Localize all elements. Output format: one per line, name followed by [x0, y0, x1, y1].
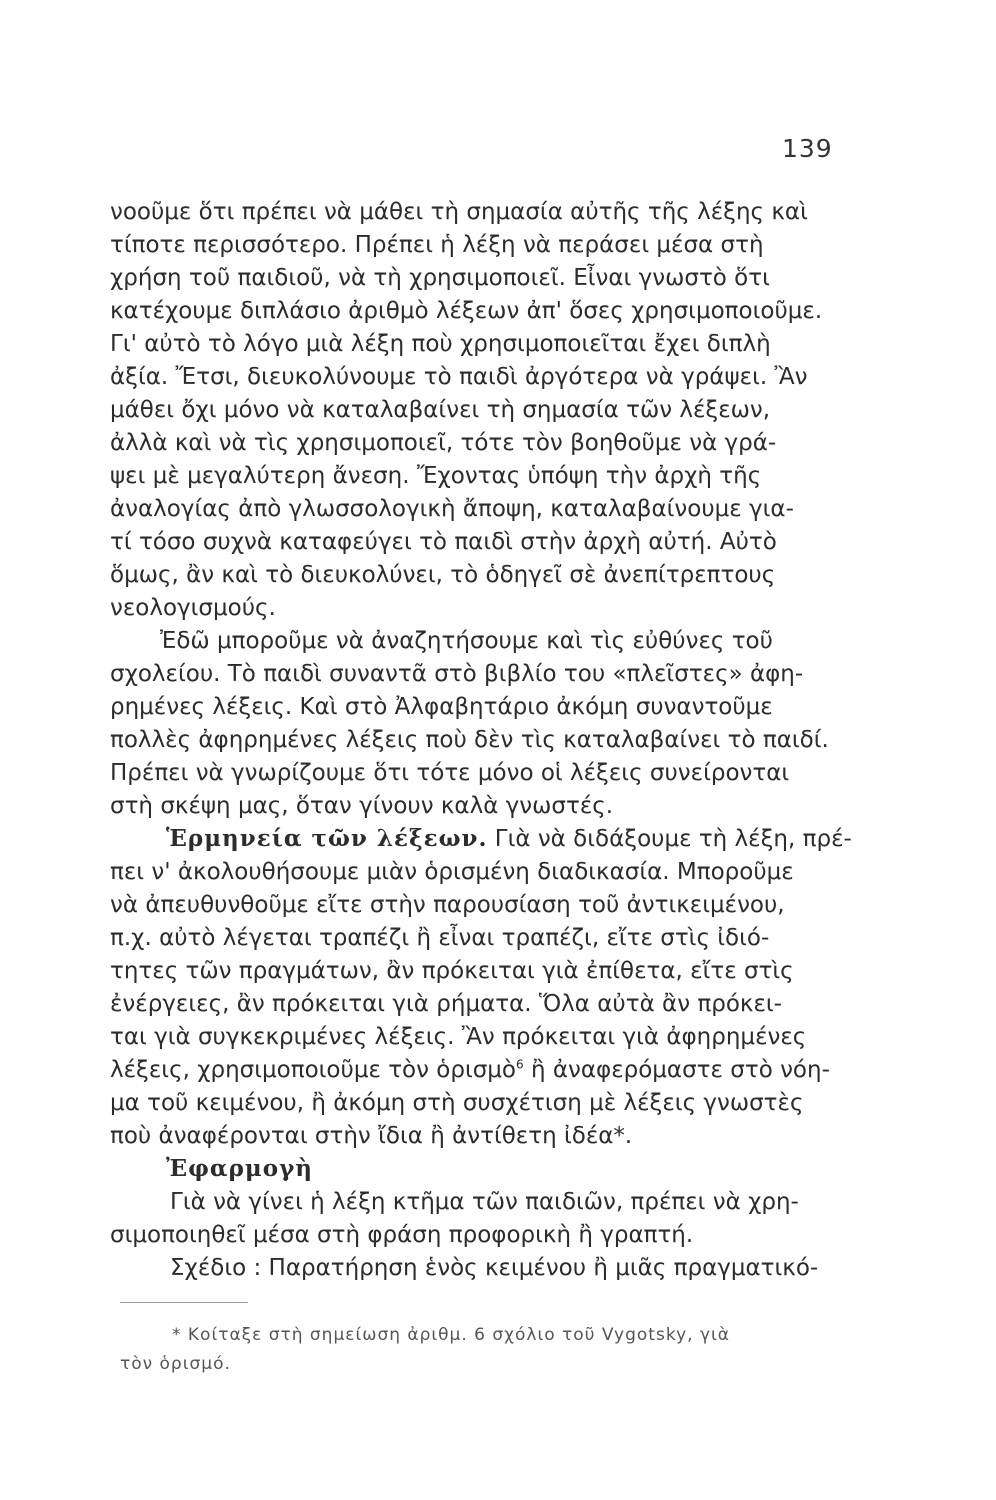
text-line: π.χ. αὐτὸ λέγεται τραπέζι ἢ εἶναι τραπέζι, εἴτε στὶς ἰδιό-: [110, 925, 770, 951]
text-line: [110, 1054, 830, 1086]
text-line: σιμοποιηθεῖ μέσα στὴ φράση προφορικὴ ἢ γραπτή.: [110, 1222, 694, 1248]
text-line: τί τόσο συχνὰ καταφεύγει τὸ παιδὶ στὴν ἀρχὴ αὐτή. Αὐτὸ: [110, 529, 777, 555]
text-line: ται γιὰ συγκεκριμένες λέξεις. Ἂν πρόκειται γιὰ ἀφηρημένες: [110, 1024, 807, 1050]
text-line: σχολείου. Τὸ παιδὶ συναντᾶ στὸ βιβλίο του «πλεῖστες» ἀφη-: [110, 661, 804, 687]
text-span: Γιὰ νὰ διδάξουμε τὴ λέξη, πρέ-: [487, 826, 852, 852]
text-line: κατέχουμε διπλάσιο ἀριθμὸ λέξεων ἀπ' ὅσες χρησιμοποιοῦμε.: [110, 298, 823, 324]
footnote-reference: 6: [516, 1057, 524, 1072]
text-span: ἢ ἀναφερόμαστε στὸ νόη-: [523, 1057, 830, 1083]
text-line: τίποτε περισσότερο. Πρέπει ἡ λέξη νὰ περάσει μέσα στὴ: [110, 232, 764, 258]
section-heading: [166, 1153, 313, 1185]
text-line: πει ν' ἀκολουθήσουμε μιὰν ὁρισμένη διαδικασία. Μποροῦμε: [110, 859, 794, 885]
text-line: ὅμως, ἂν καὶ τὸ διευκολύνει, τὸ ὁδηγεῖ σὲ ἀνεπίτρεπτους: [110, 562, 776, 588]
text-line: νεολογισμούς.: [110, 595, 276, 621]
text-line: πολλὲς ἀφηρημένες λέξεις ποὺ δὲν τὶς καταλαβαίνει τὸ παιδί.: [110, 727, 829, 753]
text-span: λέξεις, χρησιμοποιοῦμε τὸν ὁρισμὸ: [110, 1057, 517, 1083]
text-line: ἀναλογίας ἀπὸ γλωσσολογικὴ ἄποψη, καταλαβαίνουμε για-: [110, 496, 794, 522]
footnote-line: * Κοίταξε στὴ σημείωση ἀριθμ. 6 σχόλιο τοῦ Vygotsky, γιὰ: [172, 1325, 730, 1345]
text-line: ρημένες λέξεις. Καὶ στὸ Ἀλφαβητάριο ἀκόμη συναντοῦμε: [110, 694, 773, 720]
text-line: ποὺ ἀναφέρονται στὴν ἴδια ἢ ἀντίθετη ἰδέα*.: [110, 1123, 633, 1149]
text-line: νὰ ἀπευθυνθοῦμε εἴτε στὴν παρουσίαση τοῦ ἀντικειμένου,: [110, 892, 785, 918]
footnote-line: τὸν ὁρισμό.: [120, 1354, 231, 1374]
text-line: ἐνέργειες, ἂν πρόκειται γιὰ ρήματα. Ὅλα αὐτὰ ἂν πρόκει-: [110, 991, 782, 1017]
text-line: μάθει ὄχι μόνο νὰ καταλαβαίνει τὴ σημασία τῶν λέξεων,: [110, 397, 771, 423]
text-line: μα τοῦ κειμένου, ἢ ἀκόμη στὴ συσχέτιση μὲ λέξεις γνωστὲς: [110, 1090, 804, 1116]
text-line: Ἐδῶ μποροῦμε νὰ ἀναζητήσουμε καὶ τὶς εὐθύνες τοῦ: [160, 628, 773, 654]
text-line: νοοῦμε ὅτι πρέπει νὰ μάθει τὴ σημασία αὐτῆς τῆς λέξης καὶ: [110, 199, 808, 225]
inline-heading: Ἑρμηνεία τῶν λέξεων.: [166, 825, 488, 852]
text-line: χρήση τοῦ παιδιοῦ, νὰ τὴ χρησιμοποιεῖ. Εἶναι γνωστὸ ὅτι: [110, 265, 770, 291]
page-number: 139: [782, 134, 833, 163]
text-line: Σχέδιο : Παρατήρηση ἑνὸς κειμένου ἢ μιᾶς πραγματικό-: [170, 1255, 819, 1281]
text-line: στὴ σκέψη μας, ὅταν γίνουν καλὰ γνωστές.: [110, 793, 614, 819]
text-line: τητες τῶν πραγμάτων, ἂν πρόκειται γιὰ ἐπίθετα, εἴτε στὶς: [110, 958, 794, 984]
text-line: ἀξία. Ἔτσι, διευκολύνουμε τὸ παιδὶ ἀργότερα νὰ γράψει. Ἂν: [110, 364, 808, 390]
text-line: Πρέπει νὰ γνωρίζουμε ὅτι τότε μόνο οἱ λέξεις συνείρονται: [110, 760, 790, 786]
footnote-divider: [120, 1302, 248, 1303]
text-line: ψει μὲ μεγαλύτερη ἄνεση. Ἔχοντας ὑπόψη τὴν ἀρχὴ τῆς: [110, 463, 762, 489]
text-line: Γι' αὐτὸ τὸ λόγο μιὰ λέξη ποὺ χρησιμοποιεῖται ἔχει διπλὴ: [110, 331, 771, 357]
text-line: Γιὰ νὰ γίνει ἡ λέξη κτῆμα τῶν παιδιῶν, πρέπει νὰ χρη-: [170, 1189, 799, 1215]
section-heading-text: Ἐφαρμογὴ: [166, 1155, 313, 1182]
text-line: ἀλλὰ καὶ νὰ τὶς χρησιμοποιεῖ, τότε τὸν βοηθοῦμε νὰ γρά-: [110, 430, 777, 456]
text-line: [166, 823, 852, 855]
